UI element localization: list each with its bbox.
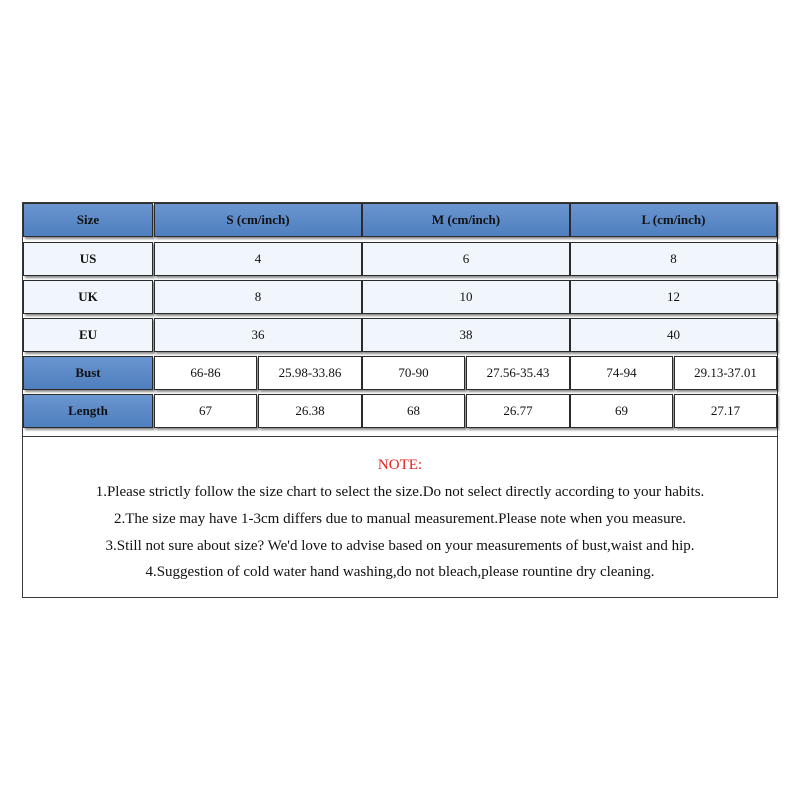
row-label-uk: UK [23, 280, 153, 314]
eu-size-m: 38 [362, 318, 570, 352]
uk-size-l: 12 [570, 280, 777, 314]
us-size-s: 4 [154, 242, 362, 276]
bust-s-inch: 25.98-33.86 [258, 356, 362, 390]
notes-section [23, 436, 777, 597]
row-label-eu: EU [23, 318, 153, 352]
bust-s-cm: 66-86 [154, 356, 257, 390]
row-label-length: Length [23, 394, 153, 428]
length-s-cm: 67 [154, 394, 257, 428]
uk-size-s: 8 [154, 280, 362, 314]
length-m-inch: 26.77 [466, 394, 570, 428]
bust-m-inch: 27.56-35.43 [466, 356, 570, 390]
us-size-l: 8 [570, 242, 777, 276]
length-s-inch: 26.38 [258, 394, 362, 428]
header-size-s: S (cm/inch) [154, 203, 362, 237]
eu-size-s: 36 [154, 318, 362, 352]
note-line-4: 4.Suggestion of cold water hand washing,do not bleach,please rountine dry cleaning. [145, 564, 655, 580]
length-l-inch: 27.17 [674, 394, 777, 428]
header-size-m: M (cm/inch) [362, 203, 570, 237]
size-chart [22, 202, 778, 598]
bust-l-inch: 29.13-37.01 [674, 356, 777, 390]
note-title: NOTE: [377, 457, 423, 473]
length-m-cm: 68 [362, 394, 465, 428]
row-label-us: US [23, 242, 153, 276]
note-line-2: 2.The size may have 1-3cm differs due to manual measurement.Please note when you measure. [113, 511, 687, 527]
header-size-label: Size [23, 203, 153, 237]
note-line-3: 3.Still not sure about size? We'd love to advise based on your measurements of bust,waist and hip. [105, 538, 695, 554]
eu-size-l: 40 [570, 318, 777, 352]
header-size-l: L (cm/inch) [570, 203, 777, 237]
us-size-m: 6 [362, 242, 570, 276]
bust-l-cm: 74-94 [570, 356, 673, 390]
row-label-bust: Bust [23, 356, 153, 390]
uk-size-m: 10 [362, 280, 570, 314]
length-l-cm: 69 [570, 394, 673, 428]
note-line-1: 1.Please strictly follow the size chart to select the size.Do not select directly according to your habits. [95, 484, 705, 500]
bust-m-cm: 70-90 [362, 356, 465, 390]
